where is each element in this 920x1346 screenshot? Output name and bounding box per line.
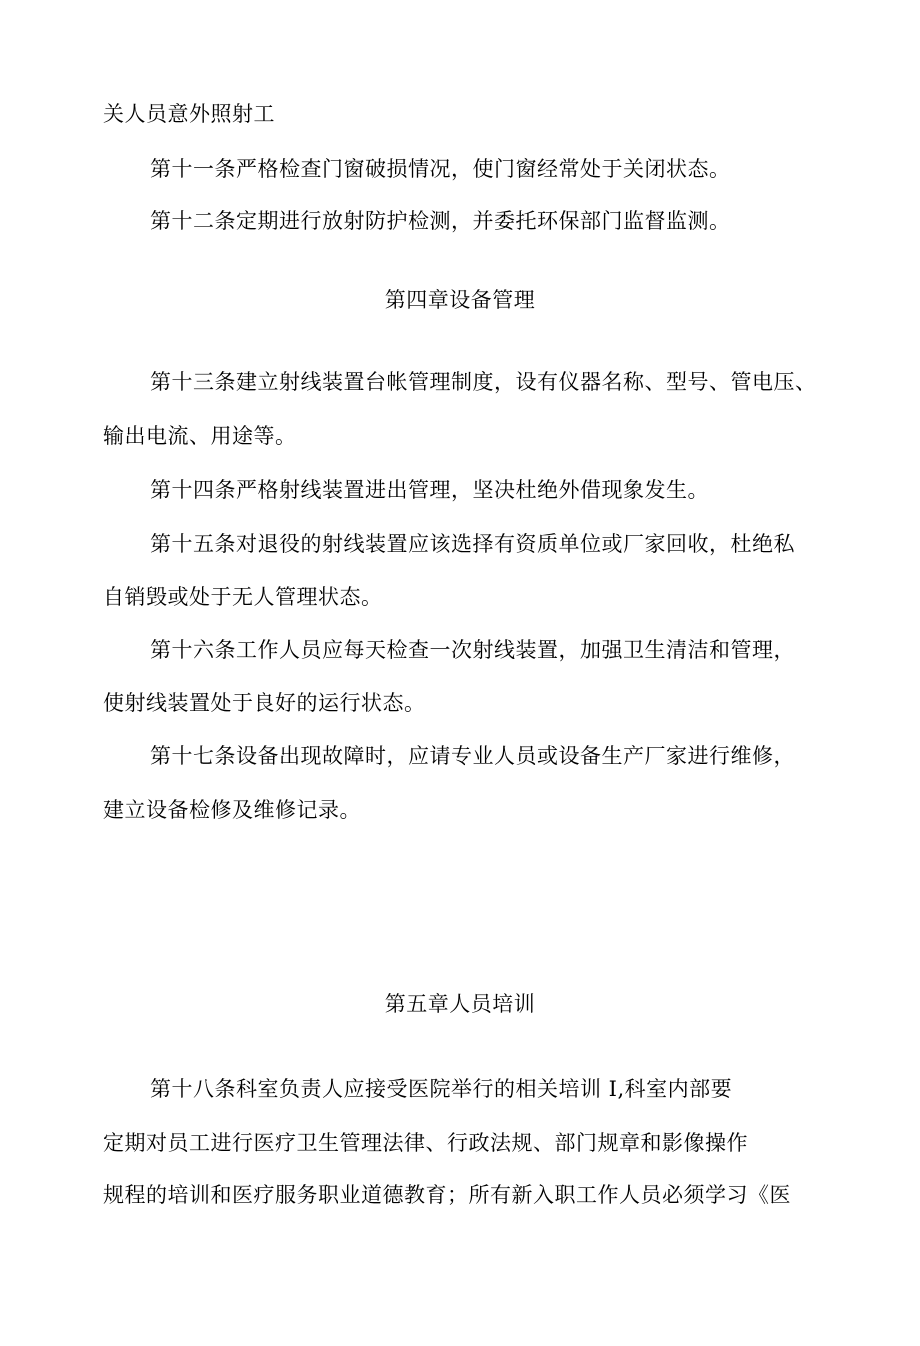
article-15: 第十五条对退役的射线装置应该选择有资质单位或厂家回收，杜绝私 (150, 532, 795, 556)
article-18-cont-2: 规程的培训和医疗服务职业道德教育；所有新入职工作人员必须学习《医 (103, 1183, 791, 1207)
article-15-cont: 自销毁或处于无人管理状态。 (103, 585, 383, 609)
article-11: 第十一条严格检查门窗破损情况，使门窗经常处于关闭状态。 (150, 157, 731, 181)
text-line: 关人员意外照射工 (103, 102, 275, 126)
article-18: 第十八条科室负责人应接受医院举行的相关培训 I,科室内部要 (150, 1077, 733, 1101)
article-12: 第十二条定期进行放射防护检测，并委托环保部门监督监测。 (150, 209, 731, 233)
article-14: 第十四条严格射线装置进出管理，坚决杜绝外借现象发生。 (150, 478, 709, 502)
chapter-5-heading: 第五章人员培训 (384, 992, 536, 1016)
article-17-cont: 建立设备检修及维修记录。 (103, 798, 361, 822)
article-18-cont-1: 定期对员工进行医疗卫生管理法律、行政法规、部门规章和影像操作 (103, 1131, 748, 1155)
article-13: 第十三条建立射线装置台帐管理制度，设有仪器名称、型号、管电压、 (150, 370, 817, 394)
article-16: 第十六条工作人员应每天检查一次射线装置，加强卫生清洁和管理， (150, 638, 795, 662)
article-17: 第十七条设备出现故障时，应请专业人员或设备生产厂家进行维修， (150, 744, 795, 768)
article-13-cont: 输出电流、用途等。 (103, 424, 297, 448)
article-16-cont: 使射线装置处于良好的运行状态。 (103, 691, 426, 715)
chapter-4-heading: 第四章设备管理 (384, 288, 536, 312)
